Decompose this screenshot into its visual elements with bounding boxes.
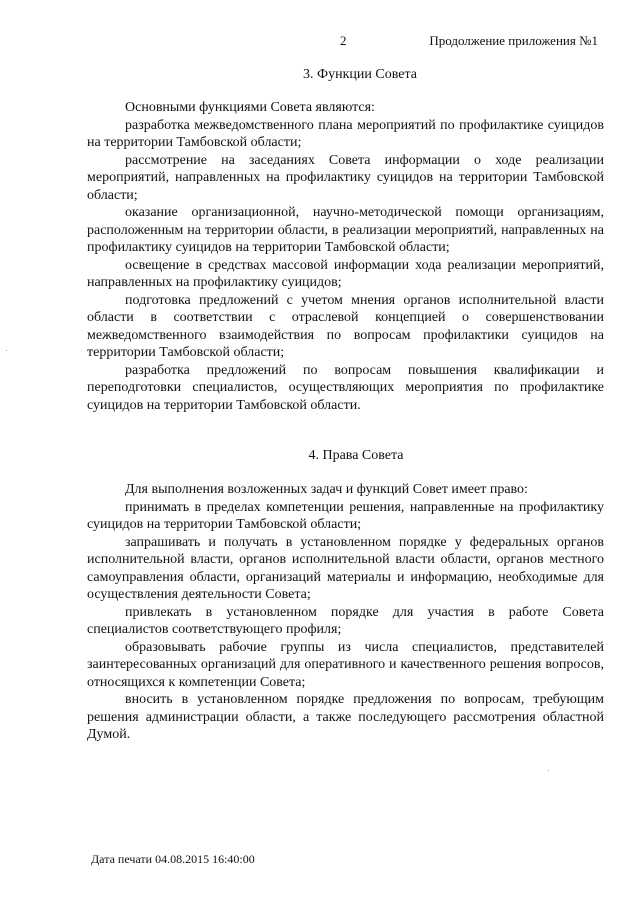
paragraph: запрашивать и получать в установленном порядке у федеральных органов исполнительной власти, органов исполнительной власти области, органов местного самоуправления области, организаций материалы и информацию, необходимые для осуществления деятельности Совета; bbox=[87, 534, 604, 602]
paragraph: вносить в установленном порядке предложения по вопросам, требующим решения администрации области, а также последующего рассмотрения областной Думой. bbox=[87, 692, 604, 742]
paragraph: разработка предложений по вопросам повышения квалификации и переподготовки специалистов, осуществляющих мероприятия по профилактике суицидов на территории Тамбовской области. bbox=[87, 362, 604, 413]
scan-speck bbox=[548, 770, 549, 771]
scan-speck bbox=[6, 350, 7, 351]
paragraph: Основными функциями Совета являются: bbox=[125, 100, 375, 115]
paragraph: рассмотрение на заседаниях Совета информации о ходе реализации мероприятий, направленных на профилактику суицидов на территории Тамбовской области; bbox=[87, 152, 604, 203]
section-3-title: 3. Функции Совета bbox=[303, 67, 417, 82]
section-3-body bbox=[87, 99, 604, 414]
paragraph: образовывать рабочие группы из числа специалистов, представителей заинтересованных организаций для оперативного и качественного решения вопросов, относящихся к компетенции Совета; bbox=[87, 639, 604, 690]
paragraph: подготовка предложений с учетом мнения органов исполнительной власти области в соответствии с отраслевой концепцией о совершенствовании межведомственного взаимодействия по вопросам профилактики суицидов на территории Тамбовской области; bbox=[87, 292, 604, 360]
print-date: Дата печати 04.08.2015 16:40:00 bbox=[91, 852, 255, 866]
section-4-body bbox=[87, 481, 604, 744]
header-note: Продолжение приложения №1 bbox=[429, 33, 598, 48]
paragraph: привлекать в установленном порядке для участия в работе Совета специалистов соответствующего профиля; bbox=[87, 604, 604, 637]
paragraph: оказание организационной, научно-методической помощи организациям, расположенным на территории области, в реализации мероприятий, направленных на профилактику суицидов на территории Тамбовской области; bbox=[87, 205, 604, 255]
page-number: 2 bbox=[340, 33, 347, 48]
section-4-title: 4. Права Совета bbox=[308, 448, 404, 463]
paragraph: разработка межведомственного плана мероприятий по профилактике суицидов на территории Тамбовской области; bbox=[87, 117, 604, 150]
paragraph: принимать в пределах компетенции решения, направленные на профилактику суицидов на территории Тамбовской области; bbox=[87, 499, 604, 532]
paragraph: освещение в средствах массовой информации хода реализации мероприятий, направленных на профилактику суицидов; bbox=[87, 257, 604, 290]
paragraph: Для выполнения возложенных задач и функций Совет имеет право: bbox=[125, 482, 528, 497]
